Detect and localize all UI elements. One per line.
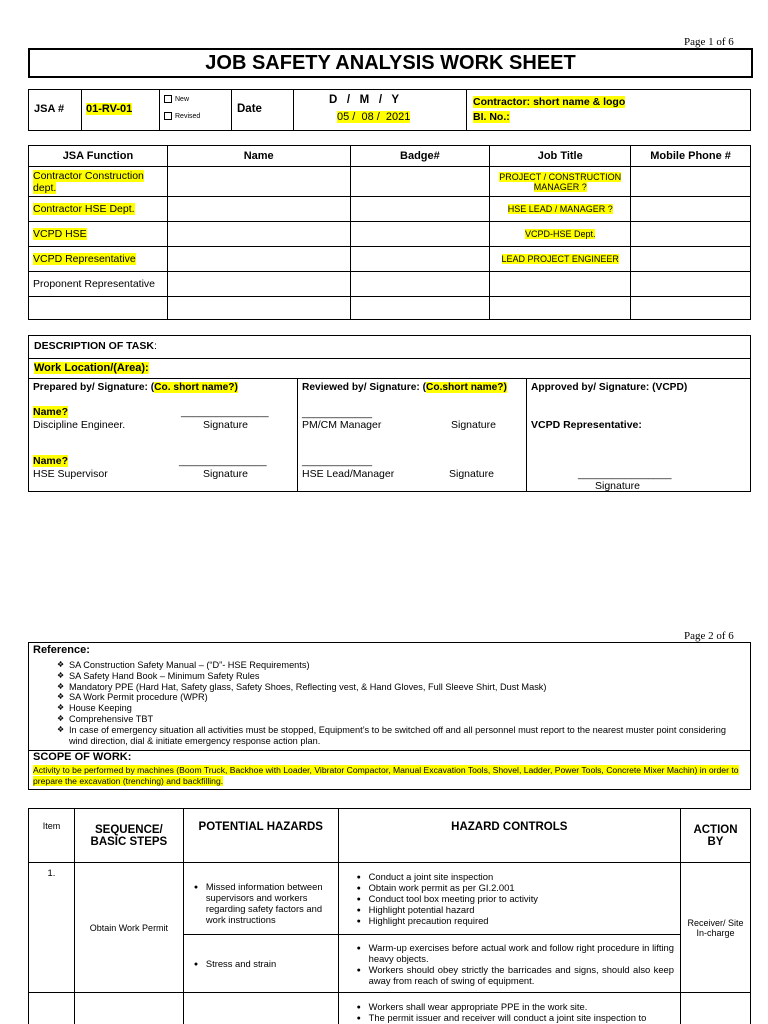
description-colon: : bbox=[153, 340, 157, 352]
hazard-cell bbox=[183, 935, 338, 993]
hse-supervisor-label: HSE Supervisor bbox=[33, 468, 108, 480]
table-header-row bbox=[29, 146, 751, 167]
jsa-label: JSA # bbox=[34, 103, 65, 115]
control-item: ● Conduct tool box meeting prior to activity bbox=[357, 893, 674, 904]
jsa-header-box bbox=[28, 89, 751, 131]
hazard-list bbox=[194, 958, 334, 969]
reference-box bbox=[28, 642, 751, 790]
reference-list bbox=[57, 660, 742, 746]
discipline-engineer-label: Discipline Engineer. bbox=[33, 419, 126, 431]
scope-text: Activity to be performed by machines (Boom Truck, Backhoe with Loader, Vibrator Compactor, Manual Excavation Tools, Shovel, Ladder, Power Tools, Concrete Mixer Machin) in order to prepare the excavation (trenching) and backfilling. bbox=[33, 765, 739, 786]
signature-label: Signature bbox=[203, 468, 248, 480]
pm-cm-manager-label: PM/CM Manager bbox=[302, 419, 382, 431]
badge-cell[interactable] bbox=[350, 272, 490, 297]
control-item: ● Obtain work permit as per GI.2.001 bbox=[357, 882, 674, 893]
controls-list bbox=[357, 871, 674, 926]
step-cell bbox=[74, 993, 183, 1024]
name-placeholder: Name? bbox=[33, 455, 69, 467]
control-item: ● The permit issuer and receiver will conduct a joint site inspection to bbox=[357, 1012, 674, 1023]
function-cell: Proponent Representative bbox=[29, 272, 168, 297]
reference-item: ❖ SA Safety Hand Book – Minimum Safety Rules bbox=[57, 671, 742, 682]
function-text: VCPD HSE bbox=[33, 228, 87, 240]
prepared-by-label bbox=[33, 382, 238, 393]
table-row bbox=[29, 863, 751, 935]
header-item: Item bbox=[29, 809, 75, 863]
hazard-analysis-table bbox=[28, 808, 751, 1024]
task-description-box bbox=[28, 335, 751, 492]
badge-cell[interactable] bbox=[350, 222, 490, 247]
description-label bbox=[34, 340, 157, 352]
badge-cell[interactable] bbox=[350, 247, 490, 272]
name-placeholder: Name? bbox=[33, 406, 69, 418]
signature-line: _______________ bbox=[181, 406, 269, 418]
signature-line: ____________ bbox=[302, 455, 373, 467]
scope-of-work-text bbox=[33, 765, 744, 787]
job-title-text: LEAD PROJECT ENGINEER bbox=[501, 254, 619, 264]
phone-cell[interactable] bbox=[631, 167, 751, 197]
checkbox-icon bbox=[164, 95, 172, 103]
item-number bbox=[29, 993, 75, 1024]
header-job-title: Job Title bbox=[490, 146, 631, 167]
signature-label: Signature bbox=[451, 419, 496, 431]
page-number: Page 2 of 6 bbox=[684, 630, 734, 642]
phone-cell[interactable] bbox=[631, 272, 751, 297]
vcpd-representative-label: VCPD Representative: bbox=[531, 419, 642, 431]
date-header: D / M / Y bbox=[329, 94, 400, 106]
table-row bbox=[29, 222, 751, 247]
control-item: ● Warm-up exercises before actual work and follow right procedure in lifting heavy objects. bbox=[357, 942, 674, 964]
work-location-label: Work Location/(Area): bbox=[34, 362, 149, 374]
signature-label: Signature bbox=[203, 419, 248, 431]
reference-item: ❖ In case of emergency situation all activities must be stopped, Equipment’s to be switched off and all personnel must report to the nearest muster point considering wind direction, dial & initiate emergency response action plan. bbox=[57, 725, 742, 747]
controls-cell bbox=[338, 993, 680, 1024]
hazard-cell bbox=[183, 863, 338, 935]
hazard-item: ● Stress and strain bbox=[194, 958, 334, 969]
reference-item: ❖ SA Work Permit procedure (WPR) bbox=[57, 692, 742, 703]
control-item: ● Conduct a joint site inspection bbox=[357, 871, 674, 882]
name-cell[interactable] bbox=[167, 272, 350, 297]
badge-cell[interactable] bbox=[350, 297, 490, 320]
item-number: 1. bbox=[29, 863, 75, 993]
page-number: Page 1 of 6 bbox=[684, 36, 734, 48]
function-cell bbox=[29, 222, 168, 247]
hse-lead-manager-label: HSE Lead/Manager bbox=[302, 468, 395, 480]
prepared-company: Co. short name?) bbox=[154, 382, 238, 393]
function-cell bbox=[29, 197, 168, 222]
table-row bbox=[29, 272, 751, 297]
new-checkbox[interactable] bbox=[164, 95, 189, 103]
name-cell[interactable] bbox=[167, 297, 350, 320]
contractor-label: Contractor: short name & logo bbox=[473, 96, 626, 108]
phone-cell[interactable] bbox=[631, 297, 751, 320]
job-title-cell bbox=[490, 247, 631, 272]
signature-label: Signature bbox=[449, 468, 494, 480]
badge-cell[interactable] bbox=[350, 167, 490, 197]
date-value: 05 / 08 / 2021 bbox=[337, 111, 411, 123]
controls-cell bbox=[338, 935, 680, 993]
header-action: ACTION BY bbox=[680, 809, 750, 863]
job-title-text: PROJECT / CONSTRUCTION MANAGER ? bbox=[499, 171, 622, 192]
job-title-text: VCPD-HSE Dept. bbox=[524, 229, 596, 239]
signature-line: ____________ bbox=[302, 407, 373, 419]
action-by-cell bbox=[680, 993, 750, 1024]
function-cell[interactable] bbox=[29, 297, 168, 320]
table-header-row bbox=[29, 809, 751, 863]
hazard-item: ● Missed information between supervisors and workers regarding safety factors and work instructions bbox=[194, 881, 334, 925]
hazard-list bbox=[194, 881, 334, 925]
job-title-text: HSE LEAD / MANAGER ? bbox=[507, 204, 613, 214]
control-item: ● Workers should obey strictly the barricades and signs, should also keep away from reach of swing of equipment. bbox=[357, 964, 674, 986]
function-text: VCPD Representative bbox=[33, 253, 136, 265]
name-cell[interactable] bbox=[167, 247, 350, 272]
jsa-function-table bbox=[28, 145, 751, 320]
header-mobile-phone: Mobile Phone # bbox=[631, 146, 751, 167]
reference-item: ❖ Mandatory PPE (Hard Hat, Safety glass, Safety Shoes, Reflecting vest, & Hand Gloves, Full Sleeve Shirt, Dust Mask) bbox=[57, 682, 742, 693]
header-controls: HAZARD CONTROLS bbox=[338, 809, 680, 863]
date-label: Date bbox=[237, 103, 262, 115]
table-row bbox=[29, 297, 751, 320]
phone-cell[interactable] bbox=[631, 247, 751, 272]
table-row bbox=[29, 247, 751, 272]
header-jsa-function: JSA Function bbox=[29, 146, 168, 167]
function-cell bbox=[29, 167, 168, 197]
description-heading: DESCRIPTION OF TASK bbox=[34, 340, 154, 352]
signature-label: Signature bbox=[595, 480, 640, 492]
reviewed-by-label bbox=[302, 382, 507, 393]
reference-item: ❖ Comprehensive TBT bbox=[57, 714, 742, 725]
job-title-cell bbox=[490, 197, 631, 222]
name-cell[interactable] bbox=[167, 197, 350, 222]
approved-by-label: Approved by/ Signature: (VCPD) bbox=[531, 382, 688, 393]
header-badge: Badge# bbox=[350, 146, 490, 167]
job-title-cell bbox=[490, 222, 631, 247]
revised-label: Revised bbox=[175, 112, 201, 120]
controls-list bbox=[357, 1001, 674, 1023]
jsa-number: 01-RV-01 bbox=[86, 103, 133, 115]
new-label: New bbox=[175, 95, 190, 103]
phone-cell[interactable] bbox=[631, 197, 751, 222]
name-cell[interactable] bbox=[167, 167, 350, 197]
checkbox-icon bbox=[164, 112, 172, 120]
phone-cell[interactable] bbox=[631, 222, 751, 247]
table-row bbox=[29, 993, 751, 1024]
step-cell: Obtain Work Permit bbox=[74, 863, 183, 993]
prepared-text: Prepared by/ Signature: ( bbox=[33, 382, 155, 393]
job-title-cell bbox=[490, 272, 631, 297]
reference-item: ❖ SA Construction Safety Manual – (“D”- HSE Requirements) bbox=[57, 660, 742, 671]
scope-of-work-label: SCOPE OF WORK: bbox=[33, 751, 132, 763]
signature-line: ________________ bbox=[578, 468, 672, 480]
reference-label: Reference: bbox=[33, 644, 90, 656]
header-hazards: POTENTIAL HAZARDS bbox=[183, 809, 338, 863]
function-cell bbox=[29, 247, 168, 272]
function-text: Contractor Construction dept. bbox=[33, 169, 144, 194]
control-item: ● Workers shall wear appropriate PPE in the work site. bbox=[357, 1001, 674, 1012]
signature-line: _______________ bbox=[179, 455, 267, 467]
header-sequence: SEQUENCE/ BASIC STEPS bbox=[74, 809, 183, 863]
table-row bbox=[29, 197, 751, 222]
job-title-cell[interactable] bbox=[490, 297, 631, 320]
function-text: Contractor HSE Dept. bbox=[33, 203, 135, 215]
job-title-cell bbox=[490, 167, 631, 197]
header-name: Name bbox=[167, 146, 350, 167]
document-title: JOB SAFETY ANALYSIS WORK SHEET bbox=[28, 48, 753, 78]
reference-item: ❖ House Keeping bbox=[57, 703, 742, 714]
bi-number-label: BI. No.: bbox=[473, 111, 510, 123]
revised-checkbox[interactable] bbox=[164, 112, 200, 120]
action-by-cell: Receiver/ Site In-charge bbox=[680, 863, 750, 993]
controls-cell bbox=[338, 863, 680, 935]
control-item: ● Highlight potential hazard bbox=[357, 904, 674, 915]
badge-cell[interactable] bbox=[350, 197, 490, 222]
table-row bbox=[29, 167, 751, 197]
name-cell[interactable] bbox=[167, 222, 350, 247]
hazard-cell bbox=[183, 993, 338, 1024]
controls-list bbox=[357, 942, 674, 986]
reviewed-text: Reviewed by/ Signature: ( bbox=[302, 382, 426, 393]
reviewed-company: Co.short name?) bbox=[425, 382, 507, 393]
control-item: ● Highlight precaution required bbox=[357, 915, 674, 926]
